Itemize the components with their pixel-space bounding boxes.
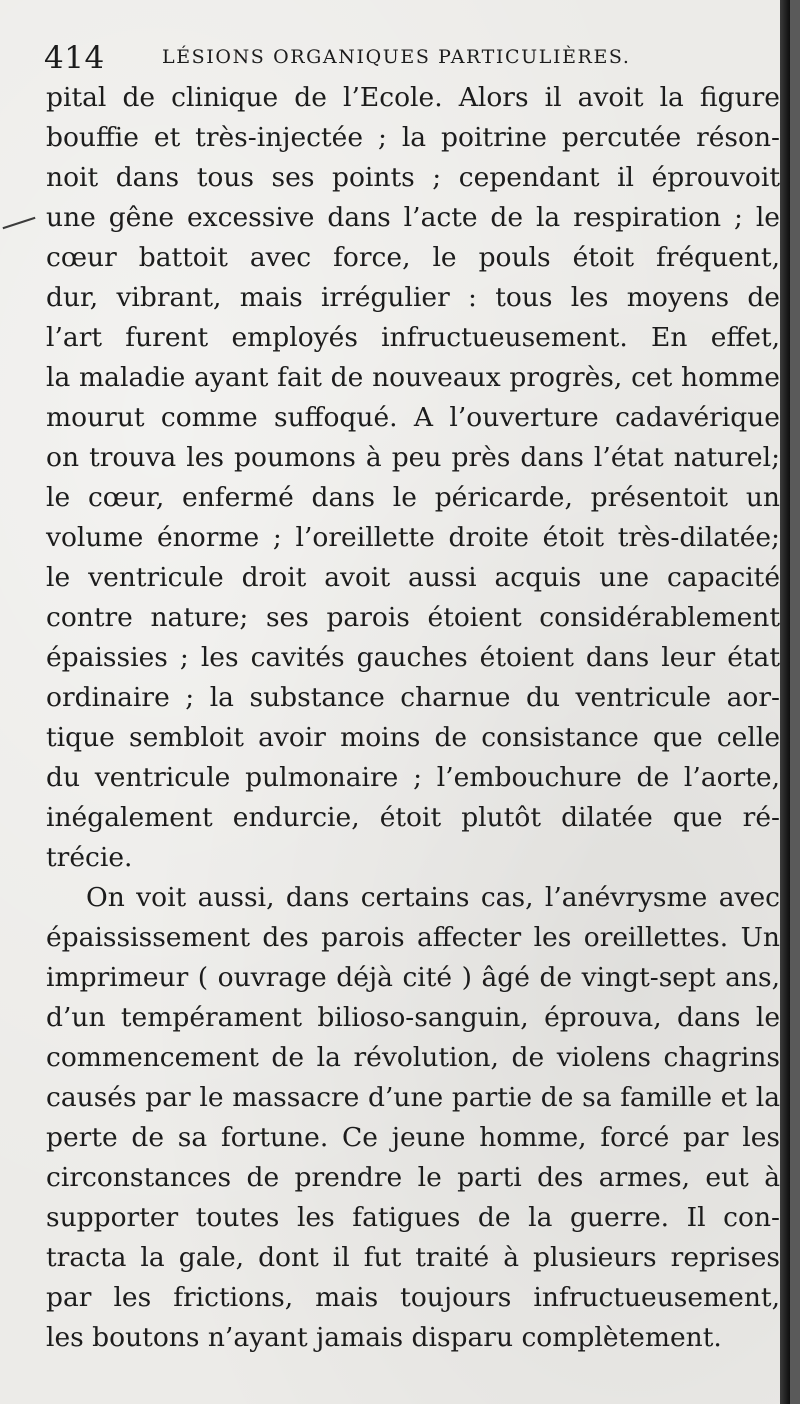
text-line: pital de clinique de l’Ecole. Alors il avoit la figure bbox=[46, 82, 780, 113]
text-line: épaississement des parois affecter les oreillettes. Un bbox=[46, 922, 780, 953]
text-line: inégalement endurcie, étoit plutôt dilatée que ré- bbox=[46, 802, 780, 833]
text-line: noit dans tous ses points ; cependant il éprouvoit bbox=[46, 162, 780, 193]
text-line: du ventricule pulmonaire ; l’embouchure de l’aorte, bbox=[46, 762, 780, 793]
text-line: dur, vibrant, mais irrégulier : tous les moyens de bbox=[46, 282, 780, 313]
text-line: contre nature; ses parois étoient considérablement bbox=[46, 602, 780, 633]
page-number: 414 bbox=[44, 40, 105, 76]
running-head: LÉSIONS ORGANIQUES PARTICULIÈRES. bbox=[162, 46, 631, 68]
text-line: épaissies ; les cavités gauches étoient dans leur état bbox=[46, 642, 780, 673]
text-line: une gêne excessive dans l’acte de la respiration ; le bbox=[46, 202, 780, 233]
text-line: On voit aussi, dans certains cas, l’anévrysme avec bbox=[86, 882, 780, 913]
text-line: mourut comme suffoqué. A l’ouverture cadavérique bbox=[46, 402, 780, 433]
text-line: l’art furent employés infructueusement. En effet, bbox=[46, 322, 780, 353]
text-line: d’un tempérament bilioso-sanguin, éprouva, dans le bbox=[46, 1002, 780, 1033]
text-line: cœur battoit avec force, le pouls étoit fréquent, bbox=[46, 242, 780, 273]
text-line: volume énorme ; l’oreillette droite étoit très-dilatée; bbox=[46, 522, 780, 553]
text-line: les boutons n’ayant jamais disparu complètement. bbox=[46, 1322, 722, 1353]
text-line: le cœur, enfermé dans le péricarde, présentoit un bbox=[46, 482, 780, 513]
text-line: trécie. bbox=[46, 842, 133, 873]
text-line: commencement de la révolution, de violens chagrins bbox=[46, 1042, 780, 1073]
text-line: perte de sa fortune. Ce jeune homme, forcé par les bbox=[46, 1122, 780, 1153]
text-line: bouffie et très-injectée ; la poitrine percutée réson- bbox=[46, 122, 780, 153]
text-line: supporter toutes les fatigues de la guerre. Il con- bbox=[46, 1202, 780, 1233]
text-line: le ventricule droit avoit aussi acquis une capacité bbox=[46, 562, 780, 593]
page-header bbox=[44, 40, 774, 80]
page-edge-shadow bbox=[780, 0, 790, 1404]
text-line: causés par le massacre d’une partie de sa famille et la bbox=[46, 1082, 780, 1113]
text-line: on trouva les poumons à peu près dans l’état naturel; bbox=[46, 442, 780, 473]
text-line: tique sembloit avoir moins de consistance que celle bbox=[46, 722, 780, 753]
text-line: circonstances de prendre le parti des armes, eut à bbox=[46, 1162, 780, 1193]
body-text bbox=[46, 78, 780, 1358]
text-line: par les frictions, mais toujours infructueusement, bbox=[46, 1282, 780, 1313]
text-line: ordinaire ; la substance charnue du ventricule aor- bbox=[46, 682, 780, 713]
margin-pencil-mark bbox=[3, 217, 36, 229]
text-line: tracta la gale, dont il fut traité à plusieurs reprises bbox=[46, 1242, 780, 1273]
text-line: imprimeur ( ouvrage déjà cité ) âgé de vingt-sept ans, bbox=[46, 962, 780, 993]
text-line: la maladie ayant fait de nouveaux progrès, cet homme bbox=[46, 362, 780, 393]
